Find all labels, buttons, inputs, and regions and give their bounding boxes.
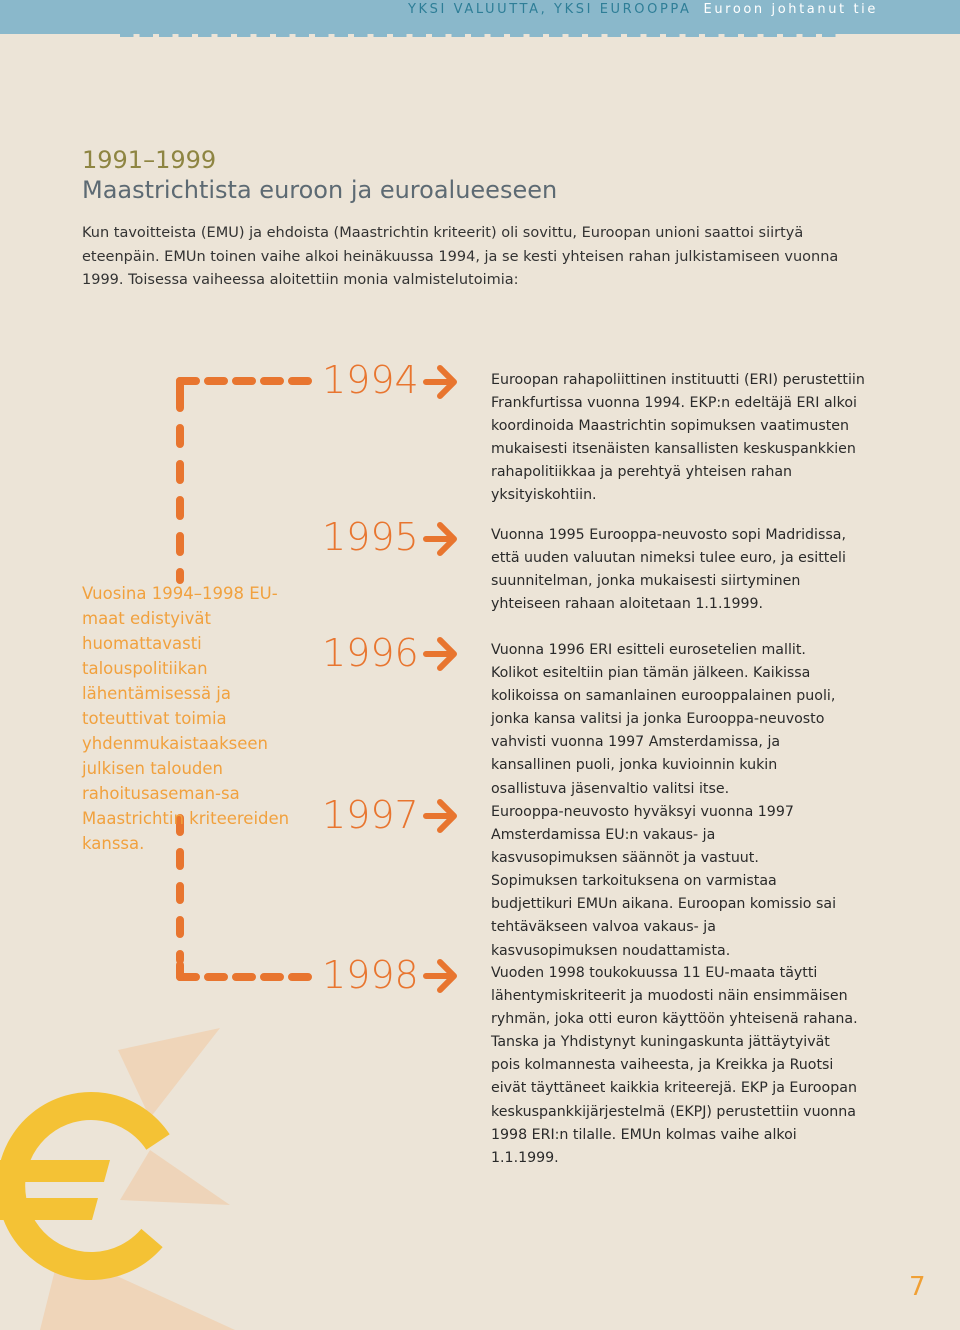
entry-1998: Vuoden 1998 toukokuussa 11 EU-maata täytti lähentymiskriteerit ja muodosti näin ensimmäisen ryhmän, joka otti euron käyttöön yhteisenä rahana. Tanska ja Yhdistynyt kuningaskunta jättäytyivät pois kolmannesta vaiheesta, ja Kreikka ja Ruotsi eivät täyttäneet kaikkia kriteerejä. EKP ja Euroopan keskuspankkijärjestelmä (EKPJ) perustettiin vuonna 1998 ERI:n tilalle. EMUn kolmas vaihe alkoi 1.1.1999. (491, 965, 858, 1166)
header-chapter-title: Euroon johtanut tie (703, 2, 878, 17)
running-header (408, 0, 878, 20)
sidenote-paragraph: Vuosina 1994–1998 EU-maat edistyivät huomattavasti talouspolitiikan lähentämisessä ja toteuttivat toimia yhdenmukaistaakseen julkisen talouden rahoitusaseman-sa Maastrichtin kriteereiden kanssa. (82, 584, 290, 853)
year-1996: 1996 (322, 631, 419, 675)
section-title: Maastrichtista euroon ja euroalueeseen (82, 176, 558, 204)
header-dashed-divider (0, 34, 960, 37)
arrow-right-icon (422, 635, 460, 673)
arrow-right-icon (422, 797, 460, 835)
year-1994: 1994 (322, 358, 419, 402)
entry-1994: Euroopan rahapoliittinen instituutti (ERI) perustettiin Frankfurtissa vuonna 1994. EKP:n edeltäjä ERI alkoi koordinoida Maastrichtin sopimuksen vaatimusten mukaisesti itsenäisten kansallisten keskuspankkien rahapolitiikkaa ja perehtyä yhteisen rahan yksityiskohtiin. (491, 372, 865, 504)
arrow-right-icon (422, 957, 460, 995)
entry-1996: Vuonna 1996 ERI esitteli eurosetelien mallit. Kolikot esiteltiin pian tämän jälkeen. Kaikissa kolikoissa on samanlainen eurooppalainen puoli, jonka kansa valitsi ja jonka Eurooppa-neuvosto vahvisti vuonna 1997 Amsterdamissa, ja kansallinen puoli, jonka kuvioinnin kukin osallistuva jäsenvaltio valitsi itse. (491, 642, 836, 797)
year-1998: 1998 (322, 953, 419, 997)
year-1997: 1997 (322, 793, 419, 837)
page-number: 7 (909, 1272, 926, 1302)
top-header-band (0, 0, 960, 34)
year-1995: 1995 (322, 515, 419, 559)
entry-1997: Eurooppa-neuvosto hyväksyi vuonna 1997 Amsterdamissa EU:n vakaus- ja kasvusopimuksen säännöt ja vastuut. Sopimuksen tarkoituksena on varmistaa budjettikuri EMUn aikana. Euroopan komissio sai tehtäväkseen valvoa vakaus- ja kasvusopimuksen noudattamista. (491, 804, 837, 959)
entry-1995: Vuonna 1995 Eurooppa-neuvosto sopi Madridissa, että uuden valuutan nimeksi tulee euro, ja esitteli suunnitelman, jonka mukaisesti siirtyminen yhteiseen rahaan aloitetaan 1.1.1999. (491, 527, 846, 613)
arrow-right-icon (422, 363, 460, 401)
euro-decoration (0, 1000, 320, 1330)
arrow-right-icon (422, 520, 460, 558)
header-series-title: YKSI VALUUTTA, YKSI EUROOPPA (407, 2, 692, 17)
section-years: 1991–1999 (82, 146, 217, 174)
intro-paragraph: Kun tavoitteista (EMU) ja ehdoista (Maastrichtin kriteerit) oli sovittu, Euroopan unioni saattoi siirtyä eteenpäin. EMUn toinen vaihe alkoi heinäkuussa 1994, ja se kesti yhteisen rahan julkistamiseen vuonna 1999. Toisessa vaiheessa aloitettiin monia valmistelutoimia: (82, 225, 839, 288)
